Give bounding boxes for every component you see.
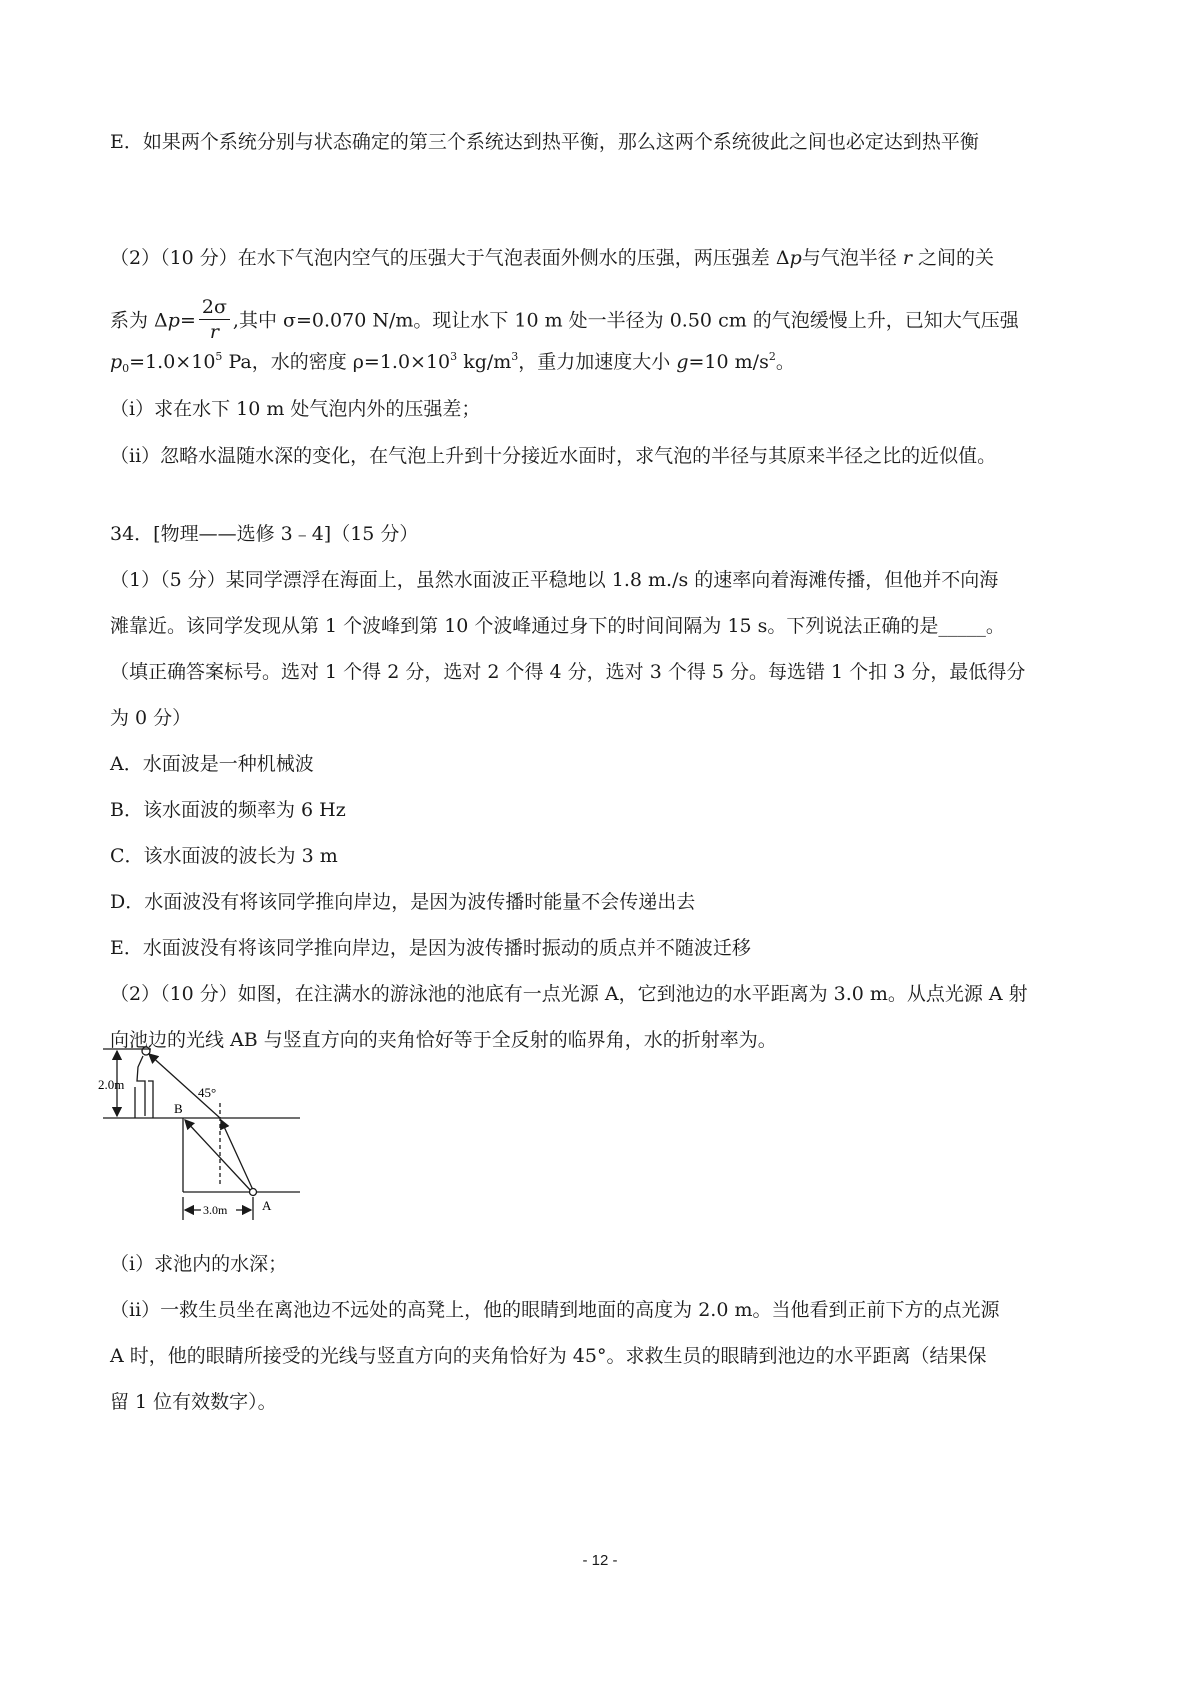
q34-heading: 34．[物理——选修 3﹣4]（15 分） [110,523,419,545]
point-b-label: B [174,1101,183,1116]
height-label: 2.0m [98,1077,125,1092]
q34-2-line2: 向池边的光线 AB 与竖直方向的夹角恰好等于全反射的临界角，水的折射率为。 [110,1029,777,1051]
light-ray-refracted [221,1120,253,1190]
light-ray-ab [185,1120,252,1192]
option-d: D．水面波没有将该同学推向岸边，是因为波传播时能量不会传递出去 [110,891,696,913]
page-number: - 12 - [582,1552,618,1569]
q34-1-line4: 为 0 分） [110,707,192,729]
option-e: E．水面波没有将该同学推向岸边，是因为波传播时振动的质点并不随波迁移 [110,937,751,959]
q34-subquestion-ii-line3: 留 1 位有效数字）。 [110,1391,277,1413]
q34-2-line1: （2）（10 分）如图，在注满水的游泳池的池底有一点光源 A，它到池边的水平距离为 3.0 m。从点光源 A 射 [110,983,1028,1005]
point-source-a [250,1189,257,1196]
q2-text-line3: $p_0=1.0\times 10^5$ Pa，水的密度 $\rho=1.0\times 10^3$ $kg/m^3$，重力加速度大小 g=10 $m/s^2$。 [110,350,795,375]
q34-subquestion-ii-line2: A 时，他的眼睛所接受的光线与竖直方向的夹角恰好为 45°。求救生员的眼睛到池边的水平距离（结果保 [110,1345,987,1367]
q34-1-line2: 滩靠近。该同学发现从第 1 个波峰到第 10 个波峰通过身下的时间间隔为 15 s。下列说法正确的是_____。 [110,615,1005,637]
lifeguard-figure [135,1056,153,1118]
option-a: A．水面波是一种机械波 [110,753,314,775]
option-e-thermal: E．如果两个系统分别与状态确定的第三个系统达到热平衡，那么这两个系统彼此之间也必定达到热平衡 [110,131,979,153]
q2-subquestion-ii: （ii）忽略水温随水深的变化，在气泡上升到十分接近水面时，求气泡的半径与其原来半径之比的近似值。 [110,445,997,467]
lifeguard-eye [142,1047,150,1055]
pool-diagram [95,1045,315,1245]
point-a-label: A [262,1198,272,1213]
formula-fraction: $\frac{2\sigma}{r}$ [199,295,230,344]
q34-1-line1: （1）（5 分）某同学漂浮在海面上，虽然水面波正平稳地以 1.8 m./s 的速率向着海滩传播，但他并不向海 [110,569,999,591]
q34-1-line3: （填正确答案标号。选对 1 个得 2 分，选对 2 个得 4 分，选对 3 个得 5 分。每选错 1 个扣 3 分，最低得分 [110,661,1026,683]
q34-subquestion-ii-line1: （ii）一救生员坐在离池边不远处的高凳上，他的眼睛到地面的高度为 2.0 m。当他看到正前下方的点光源 [110,1299,1000,1321]
q34-subquestion-i: （i）求池内的水深； [110,1253,288,1275]
option-b: B．该水面波的频率为 6 Hz [110,799,346,821]
angle-label: 45° [198,1085,217,1100]
option-c: C．该水面波的波长为 3 m [110,845,338,867]
q2-subquestion-i: （i）求在水下 10 m 处气泡内外的压强差； [110,398,481,420]
q2-text-line2: 系为 Δp= $\frac{2\sigma}{r}$ ,其中 σ=0.070 N/m。现让水下 10 m 处一半径为 0.50 cm 的气泡缓慢上升，已知大气压强 [110,296,1019,343]
q2-text-line1: （2）（10 分）在水下气泡内空气的压强大于气泡表面外侧水的压强，两压强差 Δp与气泡半径 r 之间的关 [110,247,994,269]
distance-label: 3.0m [203,1203,228,1217]
